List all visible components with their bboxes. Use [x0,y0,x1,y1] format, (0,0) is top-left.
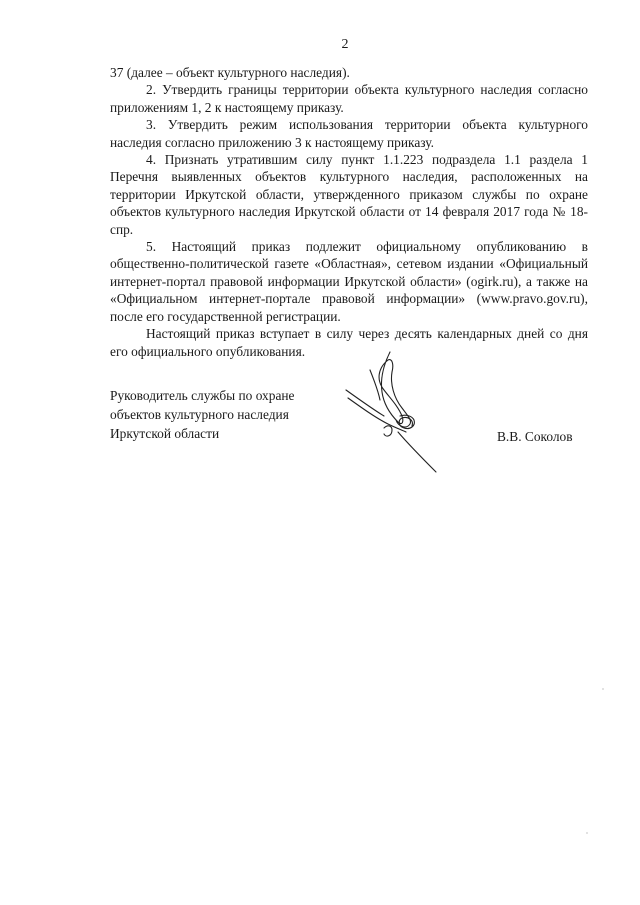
document-body [110,64,588,360]
signatory-position [110,386,295,443]
signatory-position-line-2: объектов культурного наследия [110,407,289,422]
signatory-name: В.В. Соколов [497,429,573,444]
paragraph-item-5: 5. Настоящий приказ подлежит официальному опубликованию в общественно-политической газете «Областная», сетевом издании «Официальный интернет-портал правовой информации Иркутской области» (ogirk.ru), а также на «Официальном интернет-портале правовой информации» (www.pravo.gov.ru), после его государственной регистрации. [110,239,588,324]
scan-speck [602,688,604,690]
paragraph-effective-date: Настоящий приказ вступает в силу через десять календарных дней со дня его официального опубликования. [110,326,588,359]
paragraph-item-2: 2. Утвердить границы территории объекта культурного наследия согласно приложениям 1, 2 к настоящему приказу. [110,82,588,115]
paragraph-item-3: 3. Утвердить режим использования территории объекта культурного наследия согласно приложению 3 к настоящему приказу. [110,117,588,150]
signatory-position-line-1: Руководитель службы по охране [110,388,295,403]
handwritten-signature [340,350,450,475]
signatory-position-line-3: Иркутской области [110,426,220,441]
page-number: 2 [341,37,349,52]
paragraph-continuation: 37 (далее – объект культурного наследия). [110,65,350,80]
scan-speck [586,832,588,834]
paragraph-item-4: 4. Признать утратившим силу пункт 1.1.223 подраздела 1.1 раздела 1 Перечня выявленных объектов культурного наследия, расположенных на территории Иркутской области, утвержденного приказом службы по охране объектов культурного наследия Иркутской области от 14 февраля 2017 года № 18-спр. [110,152,588,237]
